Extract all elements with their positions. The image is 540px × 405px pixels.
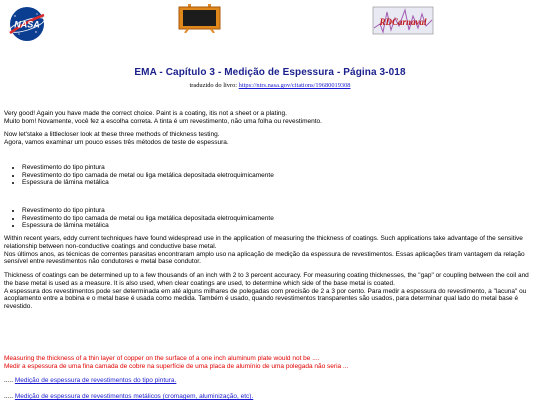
thickness-en: Thickness of coatings can be determined up to a few thousands of an inch with 2 to 3 percent accuracy. For measuring coating thicknesses, the "gap" or coupling between the coil and the base metal is used as a measure. It is also used, when clear coatings are used, to determine which side of the base metal is coated. xyxy=(4,272,529,287)
intro-pt-2: Agora, vamos examinar um pouco esses três métodos de teste de espessura. xyxy=(4,138,229,146)
intro-en-2: Now let'stake a littlecloser look at these three methods of thickness testing. xyxy=(4,131,220,138)
answer-prefix: ..... xyxy=(4,377,14,384)
list-item: • Revestimento do tipo pintura xyxy=(22,207,274,215)
thickness-pt: A espessura dos revestimentos pode ser determinada em até alguns milhares de polegadas com precisão de 2 a 3 por cento. Para medir a espessura do revestimento, a "lacuna" ou acoplamento entre a bobina e o metal base é usada como medida. Também é usado, quando revestimentos transparentes são usados, para determinar qual lado do metal base é revestido. xyxy=(4,287,527,311)
intro-en-1: Very good! Again you have made the correct choice. Paint is a coating, itis not a sheet or a plating. xyxy=(4,110,287,117)
intro-paragraph-2 xyxy=(4,131,534,147)
nasa-logo xyxy=(7,5,47,43)
answer-link-metal[interactable]: Medição de espessura de revestimentos metálicos (cromagem, aluminização, etc). xyxy=(14,393,254,400)
source-link[interactable]: https://ntrs.nasa.gov/citations/19680019308 xyxy=(238,82,351,89)
list-item: • Revestimento do tipo camada de metal ou liga metálica depositada eletroquimicamente xyxy=(22,215,274,223)
list-item: • Revestimento do tipo camada de metal ou liga metálica depositada eletroquimicamente xyxy=(22,172,274,180)
answer-prefix: ..... xyxy=(4,393,14,400)
intro-pt-1: Muito bom! Novamente, você fez a escolha correta. A tinta é um revestimento, não uma folha ou revestimento. xyxy=(4,117,322,125)
list-item: • Espessura de lâmina metálica xyxy=(22,179,274,187)
question-en: Measuring the thickness of a thin layer of copper on the surface of a one inch aluminum plate would not be .... xyxy=(4,355,320,362)
eddy-pt: Nos últimos anos, as técnicas de correntes parasitas encontraram amplo uso na aplicação de medição da espessura de revestimentos. Essas aplicações tiram vantagem da relação sensível entre revestimentos não condutores e metal base condutor. xyxy=(4,250,525,266)
answer-link-paint[interactable]: Medição de espessura de revestimentos do tipo pintura. xyxy=(14,377,177,384)
answer-option-2 xyxy=(4,393,253,400)
chalkboard-icon xyxy=(176,3,223,33)
question-pt: Medir a espessura de uma fina camada de cobre na superfície de uma placa de alumínio de uma polegada não seria ... xyxy=(4,362,349,370)
question xyxy=(4,355,534,371)
translation-label: traduzido do livro: xyxy=(189,82,238,89)
methods-list-2 xyxy=(10,207,274,230)
thickness-paragraph xyxy=(4,272,534,311)
list-item: • Revestimento do tipo pintura xyxy=(22,164,274,172)
answer-option-1 xyxy=(4,377,176,384)
svg-text:NASA: NASA xyxy=(14,19,40,30)
list-item: • Espessura de lâmina metálica xyxy=(22,222,274,230)
methods-list xyxy=(10,164,274,187)
page-title: EMA - Capítulo 3 - Medição de Espessura - Página 3-018 xyxy=(134,67,406,78)
eddy-en: Within recent years, eddy current techniques have found widespread use in the application of measuring the thickness of coatings. Such applications take advantage of the sensitive relationship between non-conductive coatings and conductive base metal. xyxy=(4,235,523,250)
intro-paragraph xyxy=(4,110,534,126)
eddy-paragraph xyxy=(4,235,534,266)
svg-text:RDCarnaval: RDCarnaval xyxy=(379,17,427,27)
translation-source xyxy=(0,82,540,89)
rdcarnaval-logo xyxy=(372,4,434,38)
